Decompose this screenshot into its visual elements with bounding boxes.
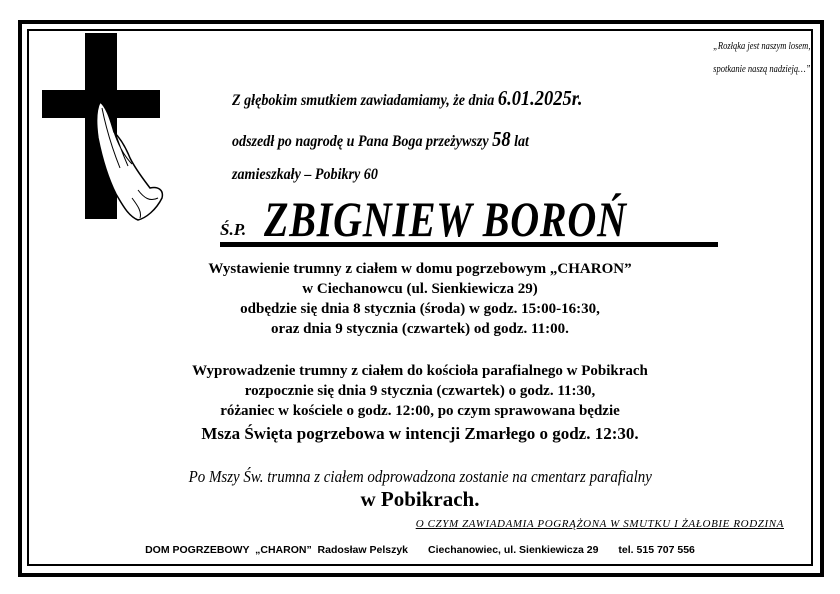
announcement-line-2 — [232, 127, 529, 152]
announcement-text: odszedł po nagrodę u Pana Boga przeżywszy — [232, 133, 493, 150]
viewing-text: w Ciechanowcu (ul. Sienkiewicza 29) — [302, 281, 538, 297]
family-signature: O CZYM ZAWIADAMIA POGRĄŻONA W SMUTKU I ŻAŁOBIE RODZINA — [415, 518, 784, 530]
burial-place: w Pobikrach. — [360, 487, 480, 511]
quote-line-1: „Rozłąka jest naszym losem, — [712, 41, 810, 52]
residence: zamieszkały – Pobikry 60 — [232, 166, 378, 183]
viewing-line — [0, 281, 840, 298]
name-prefix: Ś.P. — [220, 220, 247, 239]
burial-line-2 — [0, 487, 840, 512]
viewing-line — [0, 301, 840, 318]
age-suffix: lat — [510, 133, 529, 150]
burial-line-1 — [0, 467, 840, 487]
viewing-line — [0, 321, 840, 338]
burial-text: Po Mszy Św. trumna z ciałem odprowadzona zostanie na cmentarz parafialny — [188, 467, 652, 486]
age: 58 — [492, 127, 511, 151]
quote-line-2: spotkanie naszą nadzieją…” — [712, 64, 810, 75]
procession-text: Wyprowadzenie trumny z ciałem do kościoła parafialnego w Pobikrach — [192, 363, 648, 379]
viewing-text: Wystawienie trumny z ciałem w domu pogrzebowym „CHARON” — [208, 261, 632, 277]
death-date: 6.01.2025r. — [497, 86, 583, 110]
procession-text: rozpocznie się dnia 9 stycznia (czwartek) o godz. 11:30, — [244, 383, 596, 399]
mass-text: Msza Święta pogrzebowa w intencji Zmarłego o godz. 12:30. — [201, 424, 639, 443]
funeral-home-name: DOM POGRZEBOWY „CHARON” Radosław Pelszyk — [145, 544, 409, 556]
procession-line — [0, 403, 840, 420]
funeral-home-footer — [0, 544, 840, 556]
procession-line — [0, 383, 840, 400]
funeral-home-address: Ciechanowiec, ul. Sienkiewicza 29 — [428, 544, 599, 556]
announcement-text: Z głębokim smutkiem zawiadamiamy, że dnia — [232, 92, 498, 109]
praying-hands-icon — [92, 98, 172, 223]
mass-info — [0, 424, 840, 444]
procession-text: różaniec w kościele o godz. 12:00, po czym sprawowana będzie — [220, 403, 620, 419]
deceased-name-row — [220, 191, 718, 247]
deceased-name: ZBIGNIEW BOROŃ — [264, 191, 627, 247]
viewing-line — [0, 261, 840, 278]
procession-line — [0, 363, 840, 380]
viewing-text: oraz dnia 9 stycznia (czwartek) od godz. 11:00. — [271, 321, 569, 337]
viewing-text: odbędzie się dnia 8 stycznia (środa) w godz. 15:00-16:30, — [240, 301, 600, 317]
funeral-home-phone: tel. 515 707 556 — [618, 544, 695, 556]
announcement-line-1 — [232, 86, 583, 111]
